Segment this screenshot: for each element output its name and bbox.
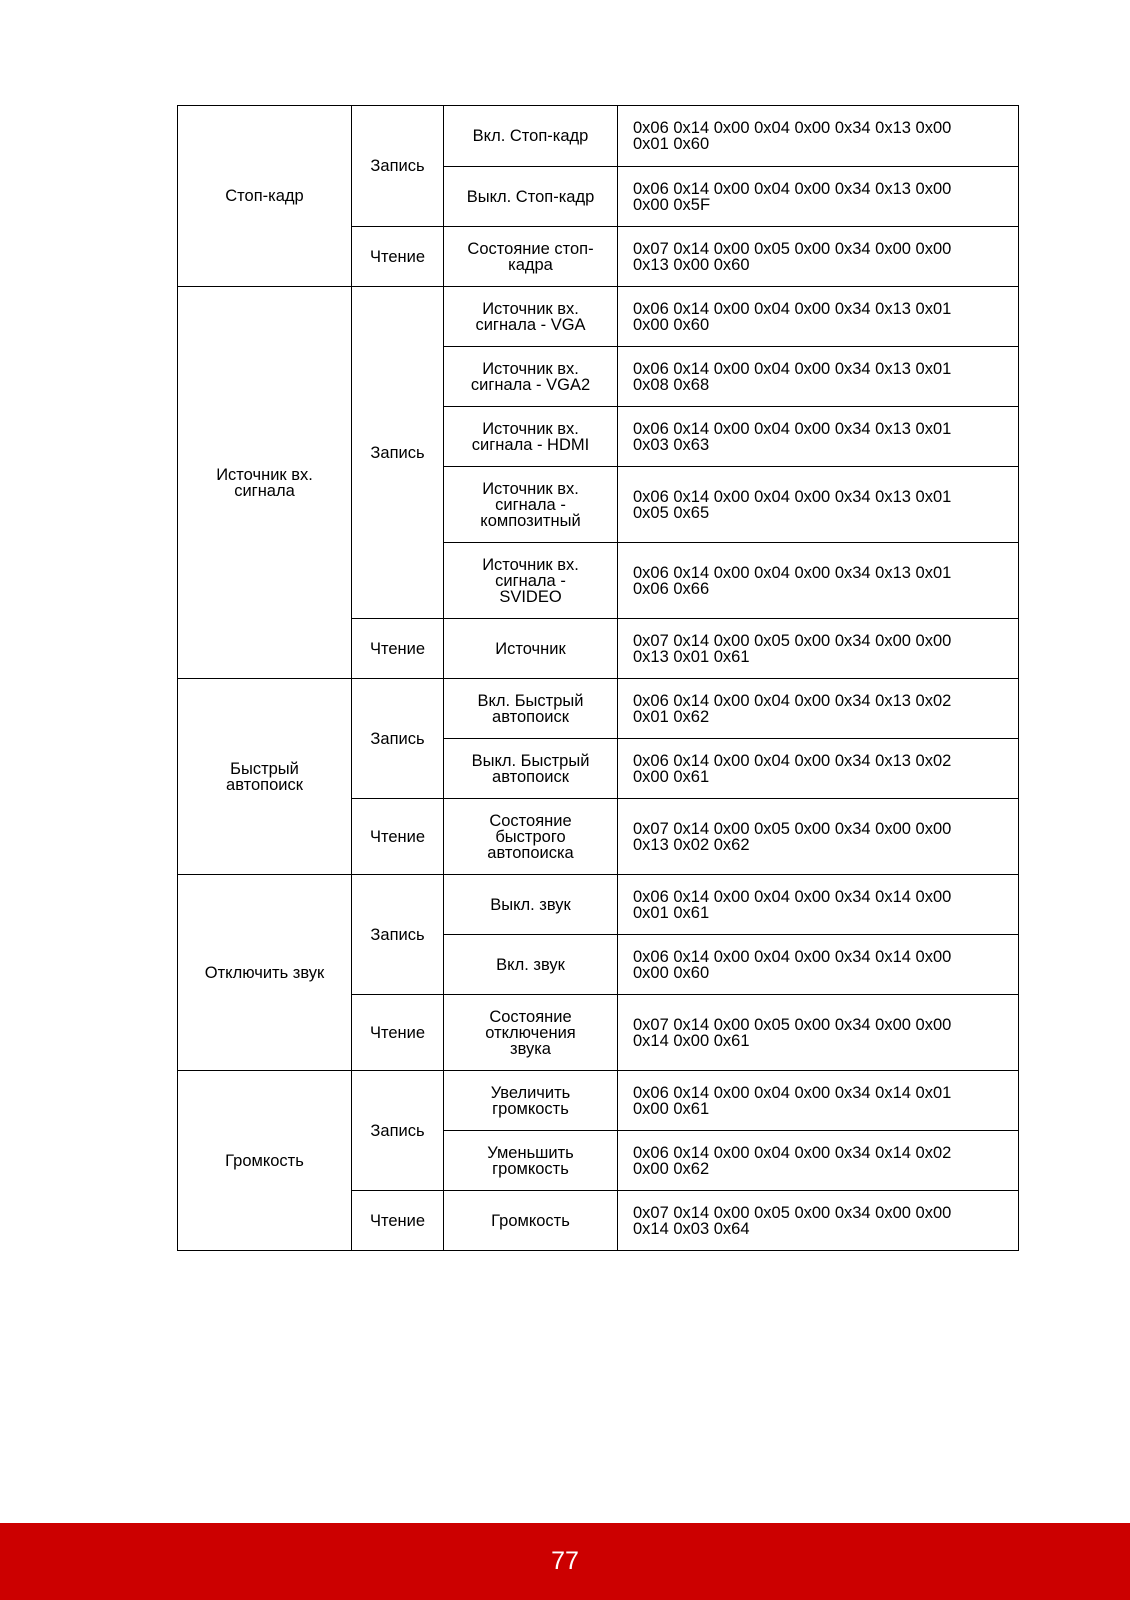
- table-row: [178, 1071, 1019, 1131]
- description-cell: Источник вх. сигнала - SVIDEO: [444, 543, 618, 619]
- description-cell: Источник: [444, 619, 618, 679]
- description-cell: Состояние отключения звука: [444, 995, 618, 1071]
- operation-type-cell: Запись: [352, 875, 444, 995]
- command-code-cell: 0x06 0x14 0x00 0x04 0x00 0x34 0x14 0x02 0x00 0x62: [618, 1131, 1019, 1191]
- page-number: 77: [551, 1547, 579, 1575]
- command-code-cell: 0x06 0x14 0x00 0x04 0x00 0x34 0x13 0x01 0x00 0x60: [618, 287, 1019, 347]
- description-cell: Вкл. звук: [444, 935, 618, 995]
- operation-type-cell: Чтение: [352, 799, 444, 875]
- operation-type-cell: Запись: [352, 679, 444, 799]
- command-code-cell: 0x07 0x14 0x00 0x05 0x00 0x34 0x00 0x00 0x13 0x00 0x60: [618, 227, 1019, 287]
- operation-type-cell: Запись: [352, 1071, 444, 1191]
- operation-type-cell: Запись: [352, 287, 444, 619]
- command-code-cell: 0x06 0x14 0x00 0x04 0x00 0x34 0x13 0x01 0x03 0x63: [618, 407, 1019, 467]
- description-cell: Состояние стоп- кадра: [444, 227, 618, 287]
- command-table: [177, 105, 1019, 1251]
- command-code-cell: 0x07 0x14 0x00 0x05 0x00 0x34 0x00 0x00 0x13 0x02 0x62: [618, 799, 1019, 875]
- function-cell: Громкость: [178, 1071, 352, 1251]
- function-cell: Стоп-кадр: [178, 106, 352, 287]
- command-code-cell: 0x06 0x14 0x00 0x04 0x00 0x34 0x14 0x00 0x01 0x61: [618, 875, 1019, 935]
- description-cell: Источник вх. сигнала - композитный: [444, 467, 618, 543]
- description-cell: Состояние быстрого автопоиска: [444, 799, 618, 875]
- function-cell: Отключить звук: [178, 875, 352, 1071]
- description-cell: Вкл. Стоп-кадр: [444, 106, 618, 167]
- command-code-cell: 0x06 0x14 0x00 0x04 0x00 0x34 0x13 0x01 0x08 0x68: [618, 347, 1019, 407]
- table-row: [178, 106, 1019, 167]
- description-cell: Уменьшить громкость: [444, 1131, 618, 1191]
- description-cell: Выкл. Стоп-кадр: [444, 167, 618, 227]
- command-code-cell: 0x06 0x14 0x00 0x04 0x00 0x34 0x13 0x02 0x01 0x62: [618, 679, 1019, 739]
- table-row: [178, 287, 1019, 347]
- description-cell: Выкл. Быстрый автопоиск: [444, 739, 618, 799]
- operation-type-cell: Чтение: [352, 227, 444, 287]
- command-code-cell: 0x06 0x14 0x00 0x04 0x00 0x34 0x13 0x00 0x00 0x5F: [618, 167, 1019, 227]
- description-cell: Увеличить громкость: [444, 1071, 618, 1131]
- description-cell: Источник вх. сигнала - HDMI: [444, 407, 618, 467]
- footer-bar: [0, 1523, 1130, 1600]
- command-code-cell: 0x06 0x14 0x00 0x04 0x00 0x34 0x13 0x01 0x05 0x65: [618, 467, 1019, 543]
- command-table-body: [178, 106, 1019, 1251]
- description-cell: Громкость: [444, 1191, 618, 1251]
- command-code-cell: 0x06 0x14 0x00 0x04 0x00 0x34 0x13 0x01 0x06 0x66: [618, 543, 1019, 619]
- function-cell: Источник вх. сигнала: [178, 287, 352, 679]
- command-code-cell: 0x06 0x14 0x00 0x04 0x00 0x34 0x14 0x00 0x00 0x60: [618, 935, 1019, 995]
- operation-type-cell: Чтение: [352, 619, 444, 679]
- operation-type-cell: Чтение: [352, 995, 444, 1071]
- command-code-cell: 0x07 0x14 0x00 0x05 0x00 0x34 0x00 0x00 0x14 0x00 0x61: [618, 995, 1019, 1071]
- command-code-cell: 0x06 0x14 0x00 0x04 0x00 0x34 0x13 0x02 0x00 0x61: [618, 739, 1019, 799]
- description-cell: Источник вх. сигнала - VGA2: [444, 347, 618, 407]
- description-cell: Выкл. звук: [444, 875, 618, 935]
- function-cell: Быстрый автопоиск: [178, 679, 352, 875]
- table-row: [178, 875, 1019, 935]
- description-cell: Вкл. Быстрый автопоиск: [444, 679, 618, 739]
- table-row: [178, 679, 1019, 739]
- command-code-cell: 0x06 0x14 0x00 0x04 0x00 0x34 0x14 0x01 0x00 0x61: [618, 1071, 1019, 1131]
- command-code-cell: 0x07 0x14 0x00 0x05 0x00 0x34 0x00 0x00 0x14 0x03 0x64: [618, 1191, 1019, 1251]
- command-code-cell: 0x07 0x14 0x00 0x05 0x00 0x34 0x00 0x00 0x13 0x01 0x61: [618, 619, 1019, 679]
- command-code-cell: 0x06 0x14 0x00 0x04 0x00 0x34 0x13 0x00 0x01 0x60: [618, 106, 1019, 167]
- operation-type-cell: Запись: [352, 106, 444, 227]
- description-cell: Источник вх. сигнала - VGA: [444, 287, 618, 347]
- operation-type-cell: Чтение: [352, 1191, 444, 1251]
